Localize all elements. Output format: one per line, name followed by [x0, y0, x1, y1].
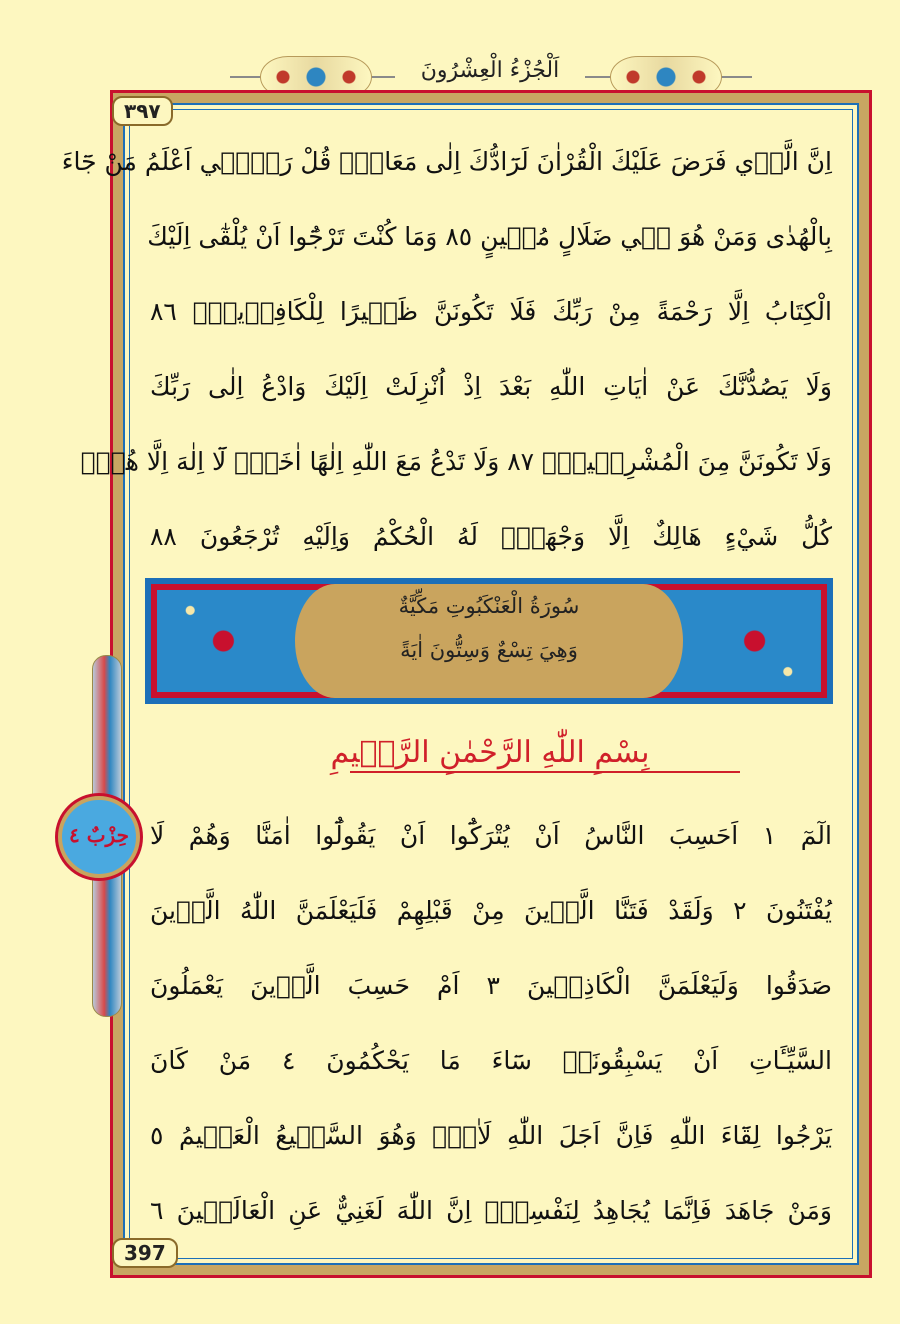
verse-line: اِنَّ الَّذ۪ي فَرَضَ عَلَيْكَ الْقُرْاٰنَ لَرَٓادُّكَ اِلٰى مَعَادٍۜ قُلْ رَبّ۪ٓي اَعْلَمُ مَنْ جَٓاءَ	[61, 147, 832, 176]
page-number-top: ٣٩٧	[112, 96, 173, 126]
verse-line: الٓمٓ ١ اَحَسِبَ النَّاسُ اَنْ يُتْرَكُٓوا اَنْ يَقُولُٓوا اٰمَنَّا وَهُمْ لَا	[150, 821, 832, 850]
surah-ayah-count: وَهِيَ تِسْعٌ وَسِتُّونَ اٰيَةً	[400, 638, 578, 662]
verse-line: بِالْهُدٰى وَمَنْ هُوَ ف۪ي ضَلَالٍ مُب۪ينٍ ٨٥ وَمَا كُنْتَ تَرْجُٓوا اَنْ يُلْقٰٓى اِلَيْكَ	[147, 222, 832, 251]
verse-line: يُفْتَنُونَ ٢ وَلَقَدْ فَتَنَّا الَّذ۪ينَ مِنْ قَبْلِهِمْ فَلَيَعْلَمَنَّ اللّٰهُ الَّذ۪ينَ	[150, 896, 832, 925]
surah-banner	[145, 578, 833, 704]
verse-line: وَمَنْ جَاهَدَ فَاِنَّمَا يُجَاهِدُ لِنَفْسِه۪ۜ اِنَّ اللّٰهَ لَغَنِيٌّ عَنِ الْعَالَم۪ينَ ٦	[150, 1196, 832, 1225]
verse-line: وَلَا يَصُدُّنَّكَ عَنْ اٰيَاتِ اللّٰهِ بَعْدَ اِذْ اُنْزِلَتْ اِلَيْكَ وَادْعُ اِلٰى رَبِّكَ	[150, 372, 832, 401]
page-number-bottom: 397	[112, 1238, 178, 1268]
basmala-text: بِسْمِ اللّٰهِ الرَّحْمٰنِ الرَّح۪يمِ	[330, 735, 650, 770]
basmala	[160, 735, 820, 791]
verse-line: يَرْجُوا لِقَٓاءَ اللّٰهِ فَاِنَّ اَجَلَ اللّٰهِ لَاٰتٍۜ وَهُوَ السَّم۪يعُ الْعَل۪يمُ ٥	[150, 1121, 832, 1150]
verse-line: السَّيِّـَٔاتِ اَنْ يَسْبِقُونَاۜ سَٓاءَ مَا يَحْكُمُونَ ٤ مَنْ كَانَ	[150, 1046, 832, 1075]
basmala-stroke	[350, 771, 740, 773]
verse-line: صَدَقُوا وَلَيَعْلَمَنَّ الْكَاذِب۪ينَ ٣ اَمْ حَسِبَ الَّذ۪ينَ يَعْمَلُونَ	[150, 971, 832, 1000]
surah-title: سُورَةُ الْعَنْكَبُوتِ مَكِّيَّةٌ	[398, 594, 580, 618]
verse-block-top	[61, 124, 832, 574]
verse-block-bottom	[150, 798, 832, 1248]
hizb-marker: حِزْبٌ ٤	[58, 796, 140, 878]
verse-line: الْكِتَابُ اِلَّا رَحْمَةً مِنْ رَبِّكَ فَلَا تَكُونَنَّ ظَه۪يرًا لِلْكَافِر۪ينَۘ ٨٦	[150, 297, 832, 326]
verse-line: وَلَا تَكُونَنَّ مِنَ الْمُشْرِك۪ينَۚ ٨٧ وَلَا تَدْعُ مَعَ اللّٰهِ اِلٰهًا اٰخَرَۢ لَٓا اِلٰهَ اِلَّا هُوَۜ	[80, 447, 832, 476]
surah-cartouche	[295, 584, 683, 698]
verse-line: كُلُّ شَيْءٍ هَالِكٌ اِلَّا وَجْهَهُۜ لَهُ الْحُكْمُ وَاِلَيْهِ تُرْجَعُونَ ٨٨	[150, 522, 832, 551]
juz-title: اَلْجُزْءُ الْعِشْرُونَ	[395, 58, 585, 83]
